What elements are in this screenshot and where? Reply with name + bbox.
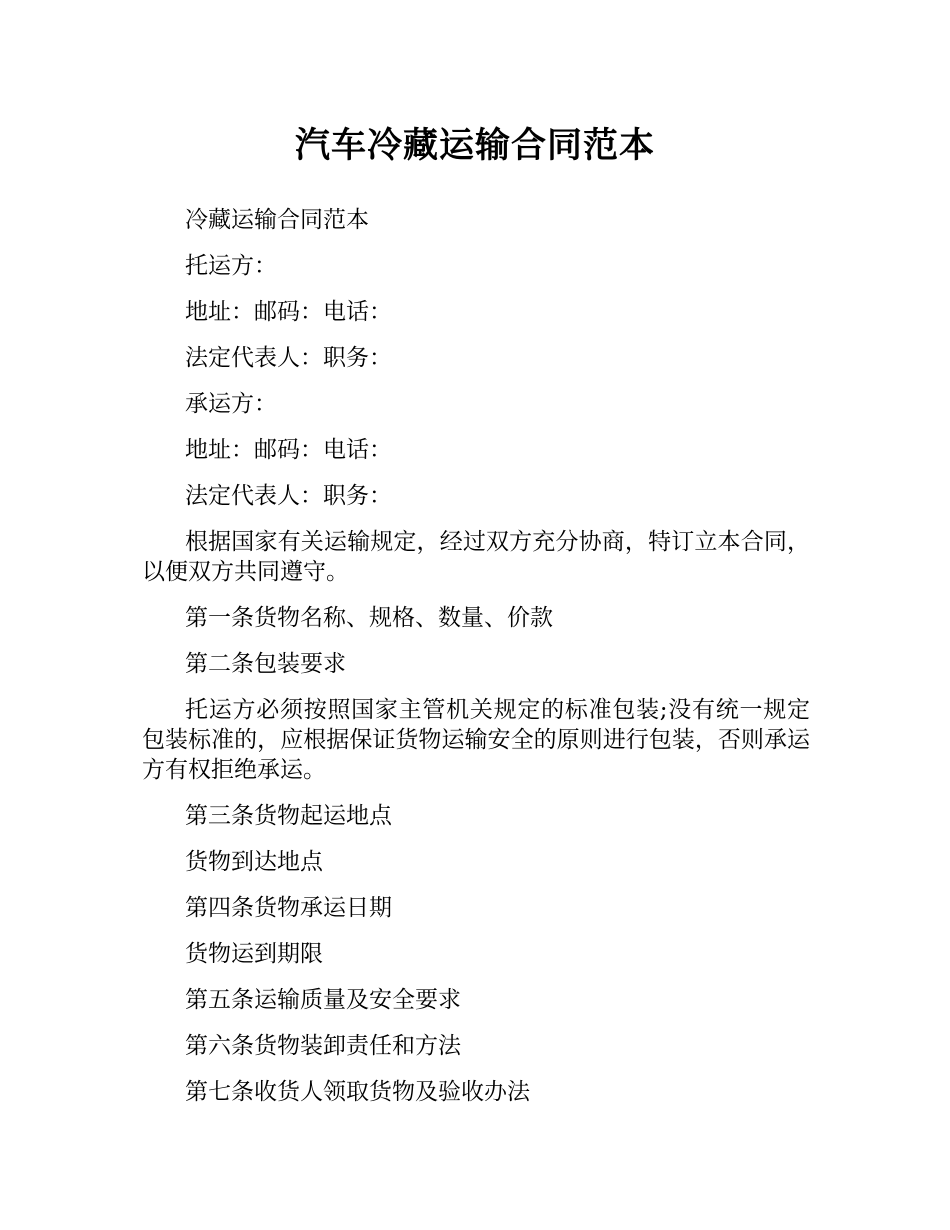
paragraph: 托运方： (185, 253, 277, 279)
paragraph: 第四条货物承运日期 (185, 895, 392, 921)
paragraph: 第一条货物名称、规格、数量、价款 (185, 605, 553, 631)
paragraph: 托运方必须按照国家主管机关规定的标准包装;没有统一规定包装标准的，应根据保证货物运输安全的原则进行包装，否则承运方有权拒绝承运。 (142, 697, 810, 783)
paragraph: 地址：邮码：电话： (185, 299, 392, 325)
paragraph: 货物到达地点 (185, 849, 323, 875)
paragraph: 货物运到期限 (185, 941, 323, 967)
paragraph: 第二条包装要求 (185, 651, 346, 677)
paragraph: 第三条货物起运地点 (185, 803, 392, 829)
paragraph: 第五条运输质量及安全要求 (185, 987, 461, 1013)
paragraph: 根据国家有关运输规定，经过双方充分协商，特订立本合同，以便双方共同遵守。 (142, 529, 810, 585)
paragraph: 地址：邮码：电话： (185, 437, 392, 463)
paragraph: 第七条收货人领取货物及验收办法 (185, 1079, 530, 1105)
paragraph: 法定代表人：职务： (185, 345, 392, 371)
paragraph: 承运方： (185, 391, 277, 417)
paragraph: 冷藏运输合同范本 (185, 207, 369, 233)
document-body (142, 205, 810, 1123)
paragraph: 第六条货物装卸责任和方法 (185, 1033, 461, 1059)
document-title: 汽车冷藏运输合同范本 (294, 125, 655, 166)
paragraph: 法定代表人：职务： (185, 483, 392, 509)
